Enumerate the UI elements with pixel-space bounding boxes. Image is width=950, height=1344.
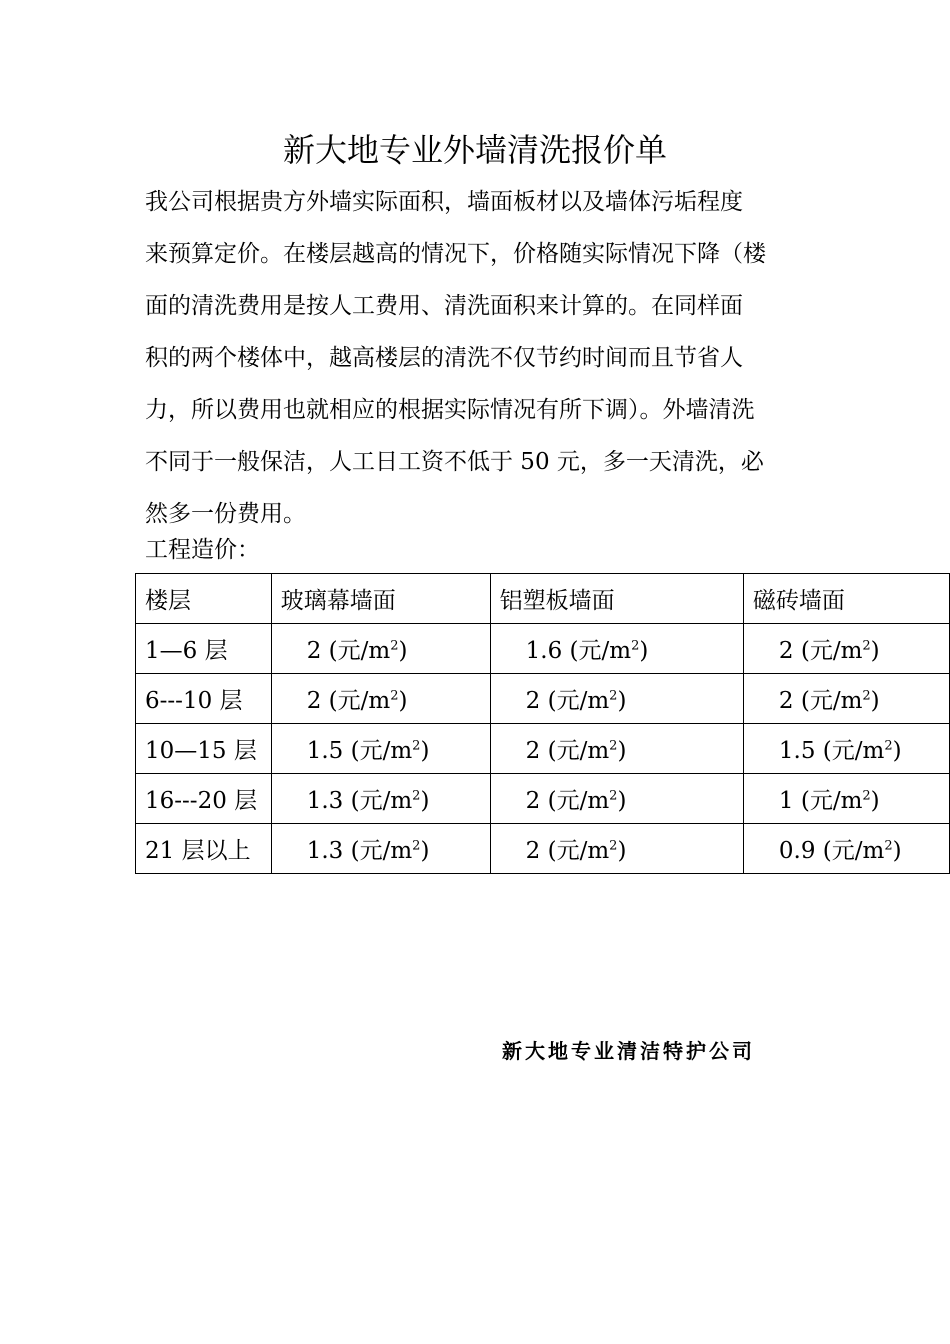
- price-value: 2: [525, 688, 541, 714]
- intro-paragraph: [145, 176, 825, 540]
- floor-range: 6---10 层: [136, 674, 272, 724]
- price-value: 2: [525, 738, 541, 764]
- unit-exponent: 2: [390, 638, 399, 654]
- table-row: [136, 624, 950, 674]
- intro-line: 不同于一般保洁，人工日工资不低于 50 元，多一天清洗，必: [145, 449, 764, 475]
- unit-exponent: 2: [390, 688, 399, 704]
- price-value: 2: [306, 688, 322, 714]
- aluminum-price: [490, 774, 743, 824]
- unit-label: (元/m: [793, 638, 863, 664]
- floor-range: 16---20 层: [136, 774, 272, 824]
- unit-close: ): [892, 738, 902, 764]
- unit-exponent: 2: [412, 838, 421, 854]
- price-table-body: [136, 624, 950, 874]
- unit-close: ): [870, 788, 880, 814]
- table-row: [136, 674, 950, 724]
- price-value: 1: [778, 788, 794, 814]
- unit-exponent: 2: [884, 838, 893, 854]
- glass-price: [271, 674, 490, 724]
- price-table: [135, 573, 950, 874]
- unit-exponent: 2: [884, 738, 893, 754]
- intro-line: 积的两个楼体中，越高楼层的清洗不仅节约时间而且节省人: [145, 345, 743, 371]
- price-value: 1.5: [306, 738, 344, 764]
- unit-label: (元/m: [793, 788, 863, 814]
- unit-close: ): [639, 638, 649, 664]
- unit-exponent: 2: [609, 688, 618, 704]
- unit-exponent: 2: [609, 738, 618, 754]
- unit-close: ): [617, 788, 627, 814]
- intro-line: 力，所以费用也就相应的根据实际情况有所下调）。外墙清洗: [145, 397, 755, 423]
- price-value: 2: [778, 638, 794, 664]
- floor-range: 21 层以上: [136, 824, 272, 874]
- table-header-row: [136, 574, 950, 624]
- unit-label: (元/m: [321, 688, 391, 714]
- aluminum-price: [490, 624, 743, 674]
- tile-price: [743, 674, 949, 724]
- unit-exponent: 2: [609, 788, 618, 804]
- intro-line: 来预算定价。在楼层越高的情况下，价格随实际情况下降（楼: [145, 241, 766, 267]
- tile-price: [743, 724, 949, 774]
- header-floor: 楼层: [136, 574, 272, 624]
- unit-label: (元/m: [815, 838, 885, 864]
- aluminum-price: [490, 724, 743, 774]
- unit-label: (元/m: [540, 688, 610, 714]
- unit-exponent: 2: [631, 638, 640, 654]
- unit-label: (元/m: [540, 838, 610, 864]
- glass-price: [271, 624, 490, 674]
- unit-close: ): [617, 688, 627, 714]
- price-value: 2: [525, 788, 541, 814]
- unit-label: (元/m: [343, 838, 413, 864]
- intro-line: 面的清洗费用是按人工费用、清洗面积来计算的。在同样面: [145, 293, 743, 319]
- unit-close: ): [420, 738, 430, 764]
- aluminum-price: [490, 674, 743, 724]
- header-tile-wall: 磁砖墙面: [743, 574, 949, 624]
- price-value: 2: [306, 638, 322, 664]
- unit-close: ): [870, 638, 880, 664]
- unit-close: ): [892, 838, 902, 864]
- unit-label: (元/m: [540, 788, 610, 814]
- table-row: [136, 824, 950, 874]
- floor-range: 1—6 层: [136, 624, 272, 674]
- intro-line: 然多一份费用。: [145, 501, 306, 527]
- glass-price: [271, 774, 490, 824]
- unit-exponent: 2: [862, 788, 871, 804]
- price-value: 2: [525, 838, 541, 864]
- unit-close: ): [420, 838, 430, 864]
- header-aluminum-wall: 铝塑板墙面: [490, 574, 743, 624]
- unit-label: (元/m: [343, 738, 413, 764]
- floor-range: 10—15 层: [136, 724, 272, 774]
- unit-exponent: 2: [862, 688, 871, 704]
- price-value: 1.5: [778, 738, 816, 764]
- header-glass-wall: 玻璃幕墙面: [271, 574, 490, 624]
- company-name: 新大地专业清洁特护公司: [502, 1039, 755, 1063]
- unit-label: (元/m: [540, 738, 610, 764]
- unit-close: ): [420, 788, 430, 814]
- tile-price: [743, 824, 949, 874]
- unit-close: ): [617, 738, 627, 764]
- unit-close: ): [398, 688, 408, 714]
- glass-price: [271, 724, 490, 774]
- unit-label: (元/m: [793, 688, 863, 714]
- glass-price: [271, 824, 490, 874]
- price-value: 1.3: [306, 788, 344, 814]
- price-value: 1.3: [306, 838, 344, 864]
- unit-exponent: 2: [412, 738, 421, 754]
- document-title: 新大地专业外墙清洗报价单: [282, 131, 667, 169]
- unit-exponent: 2: [862, 638, 871, 654]
- unit-exponent: 2: [412, 788, 421, 804]
- unit-close: ): [398, 638, 408, 664]
- unit-label: (元/m: [321, 638, 391, 664]
- aluminum-price: [490, 824, 743, 874]
- intro-line: 我公司根据贵方外墙实际面积，墙面板材以及墙体污垢程度: [145, 189, 743, 215]
- price-value: 0.9: [778, 838, 816, 864]
- cost-label: 工程造价：: [145, 537, 260, 563]
- unit-label: (元/m: [815, 738, 885, 764]
- unit-close: ): [617, 838, 627, 864]
- unit-exponent: 2: [609, 838, 618, 854]
- price-value: 2: [778, 688, 794, 714]
- tile-price: [743, 624, 949, 674]
- price-value: 1.6: [525, 638, 563, 664]
- tile-price: [743, 774, 949, 824]
- unit-close: ): [870, 688, 880, 714]
- table-row: [136, 724, 950, 774]
- unit-label: (元/m: [343, 788, 413, 814]
- table-row: [136, 774, 950, 824]
- unit-label: (元/m: [562, 638, 632, 664]
